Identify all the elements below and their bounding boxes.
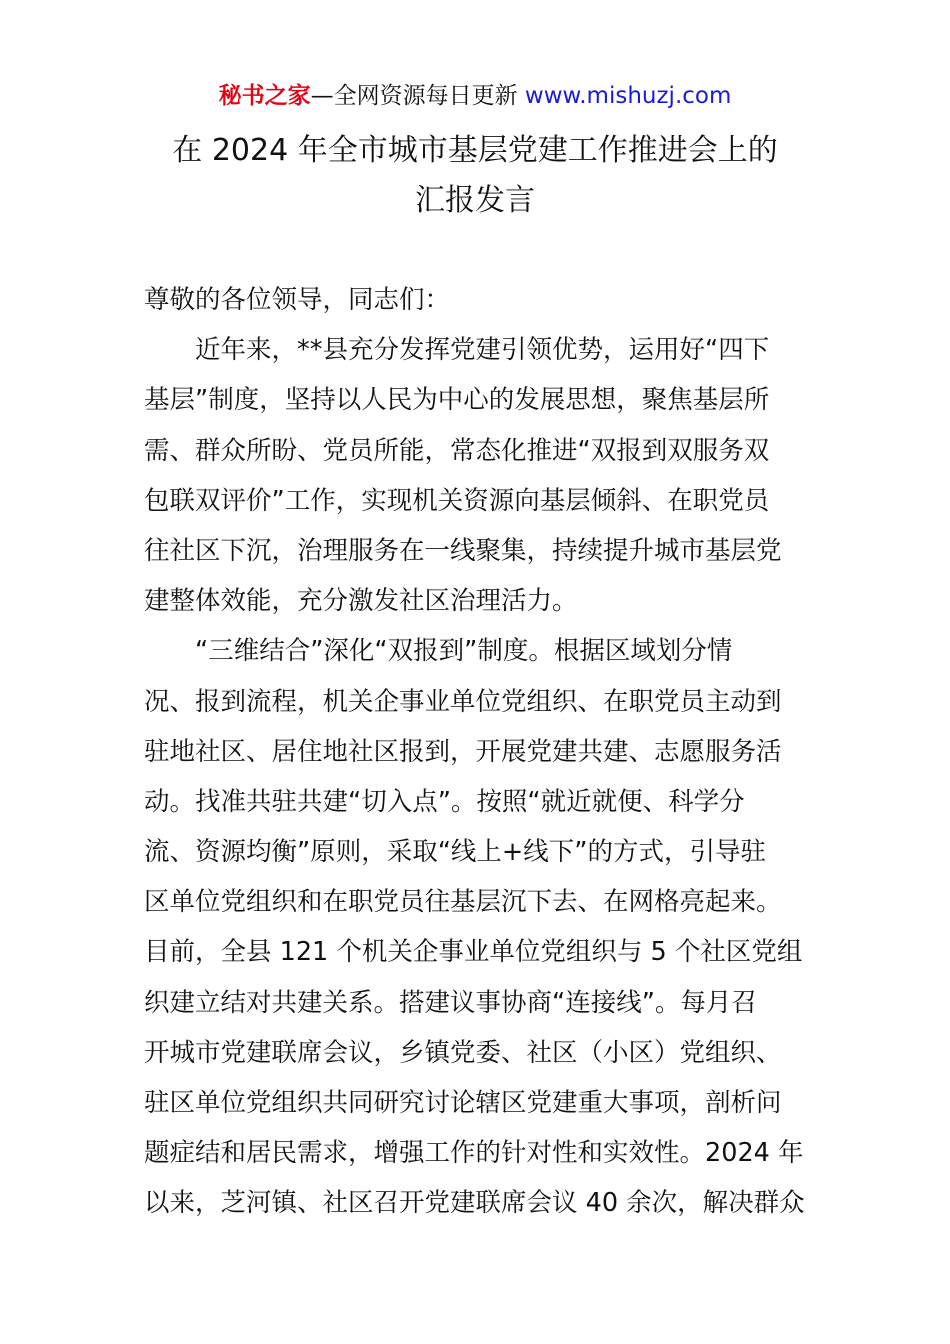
header-tagline: —全网资源每日更新 <box>310 83 518 109</box>
body-line: 以来，芝河镇、社区召开党建联席会议 40 余次，解决群众 <box>144 1188 805 1219</box>
title-line-2: 汇报发言 <box>415 183 535 218</box>
body-line: 开城市党建联席会议，乡镇党委、社区（小区）党组织、 <box>144 1037 782 1068</box>
body-line: 目前，全县 121 个机关企事业单位党组织与 5 个社区党组 <box>144 937 803 968</box>
site-url-link[interactable]: www.mishuzj.com <box>524 83 732 109</box>
header-banner <box>0 80 950 112</box>
body-line: 建整体效能，充分激发社区治理活力。 <box>144 586 578 617</box>
body-line: 流、资源均衡”原则，采取“线上+线下”的方式，引导驻 <box>144 837 766 868</box>
document-title <box>0 126 950 226</box>
body-line: 驻地社区、居住地社区报到，开展党建共建、志愿服务活 <box>144 736 782 767</box>
body-line: 织建立结对共建关系。搭建议事协商“连接线”。每月召 <box>144 987 757 1018</box>
body-line: 况、报到流程，机关企事业单位党组织、在职党员主动到 <box>144 686 782 717</box>
body-line: 往社区下沉，治理服务在一线聚集，持续提升城市基层党 <box>144 535 782 566</box>
body-line: 驻区单位党组织共同研究讨论辖区党建重大事项，剖析问 <box>144 1088 782 1118</box>
body-line: 包联双评价”工作，实现机关资源向基层倾斜、在职党员 <box>144 485 770 516</box>
body-line: 近年来，**县充分发挥党建引领优势，运用好“四下 <box>195 335 770 366</box>
body-line: 题症结和居民需求，增强工作的针对性和实效性。2024 年 <box>144 1138 804 1169</box>
body-line: 需、群众所盼、党员所能，常态化推进“双报到双服务双 <box>144 435 770 466</box>
document-body <box>144 275 808 1229</box>
salutation: 尊敬的各位领导，同志们： <box>144 285 451 315</box>
body-line: 基层”制度，坚持以人民为中心的发展思想，聚焦基层所 <box>144 385 770 416</box>
body-line: 区单位党组织和在职党员往基层沉下去、在网格亮起来。 <box>144 887 782 918</box>
brand-name: 秘书之家 <box>218 83 311 109</box>
title-line-1: 在 2024 年全市城市基层党建工作推进会上的 <box>172 133 778 168</box>
body-line: 动。找准共驻共建“切入点”。按照“就近就便、科学分 <box>144 786 745 817</box>
body-line: “三维结合”深化“双报到”制度。根据区域划分情 <box>195 636 733 667</box>
